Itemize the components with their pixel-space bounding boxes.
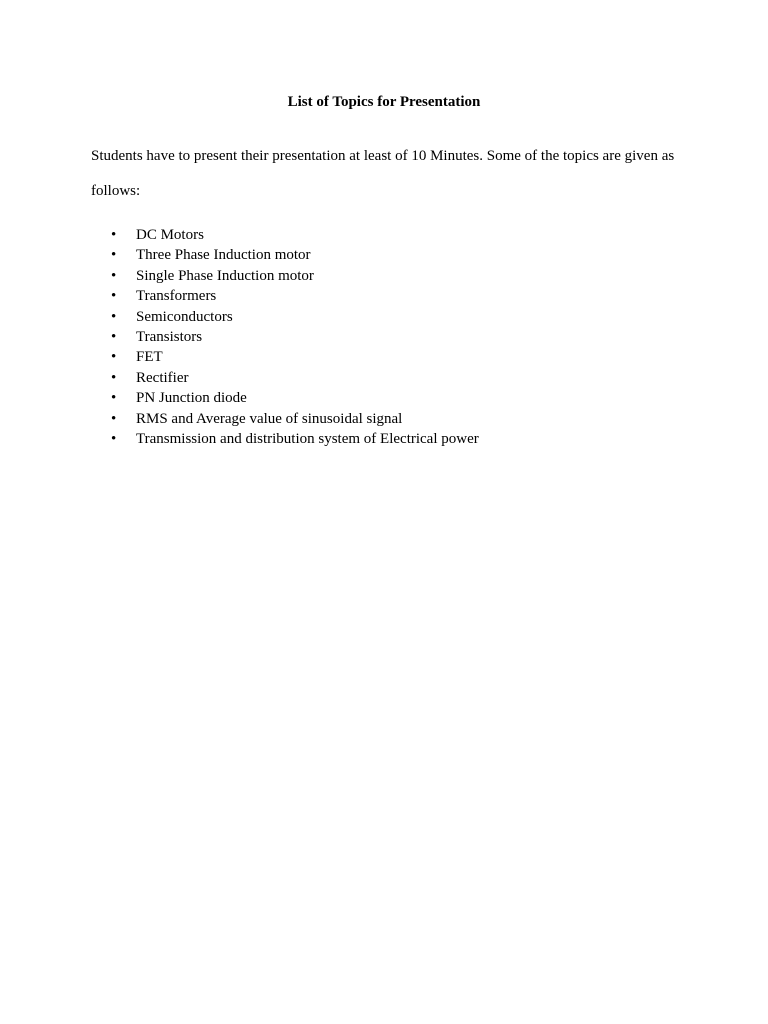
bullet-icon: • — [111, 430, 117, 447]
list-item — [91, 388, 479, 408]
list-item-text: Semiconductors — [136, 308, 233, 325]
list-item-text: PN Junction diode — [136, 390, 247, 407]
list-item-text: FET — [136, 349, 163, 366]
list-item — [91, 409, 479, 429]
bullet-icon: • — [111, 410, 117, 427]
list-item — [91, 245, 479, 265]
bullet-icon: • — [111, 267, 117, 284]
intro-paragraph — [91, 139, 691, 209]
list-item-text: Transistors — [136, 328, 203, 345]
list-item-text: Transformers — [136, 288, 217, 305]
list-item — [91, 429, 479, 449]
list-item — [91, 286, 479, 306]
bullet-icon: • — [111, 328, 117, 345]
list-item-text: Three Phase Induction motor — [136, 247, 311, 264]
bullet-icon: • — [111, 308, 117, 325]
bullet-icon: • — [111, 390, 117, 407]
list-item — [91, 307, 479, 327]
list-item — [91, 225, 479, 245]
intro-line-1: Students have to present their presentation at least of 10 Minutes. Some of the topics are given as — [91, 148, 675, 164]
list-item — [91, 347, 479, 367]
bullet-icon: • — [111, 369, 117, 386]
document-title: List of Topics for Presentation — [287, 94, 481, 110]
list-item-text: DC Motors — [136, 227, 204, 243]
list-item-text: Transmission and distribution system of Electrical power — [136, 430, 479, 447]
list-item-text: RMS and Average value of sinusoidal signal — [136, 410, 403, 427]
list-item — [91, 327, 479, 347]
intro-line-2: follows: — [91, 183, 141, 199]
bullet-icon: • — [111, 227, 117, 243]
bullet-icon: • — [111, 288, 117, 305]
list-item — [91, 266, 479, 286]
bullet-icon: • — [111, 349, 117, 366]
list-item — [91, 368, 479, 388]
topics-list — [91, 225, 479, 449]
list-item-text: Rectifier — [136, 369, 189, 386]
bullet-icon: • — [111, 247, 117, 264]
list-item-text: Single Phase Induction motor — [136, 267, 314, 284]
